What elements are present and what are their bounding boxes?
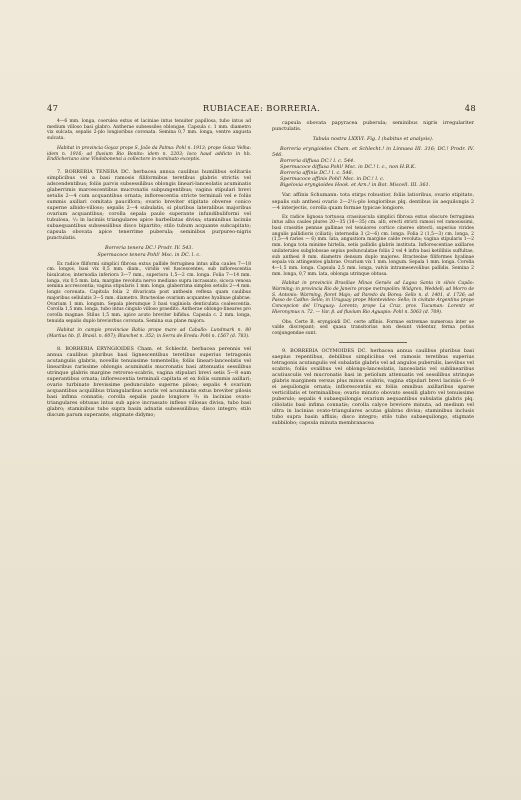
text-paragraph: Ex radice lignosa tortuosa crassiuscula simplici fibrosa extus obscure ferruginea intus alba caules plures 20—35 (18—35) cm. alti, erecti stricti ramosi vel ramosissimi, basi crassitie pennae gallinae vel tenuiores cortice cinereo obtecti, superius virides angulis pallidioris (ciliati); internodia 3 (2—6) cm. longa. Folia 2 (1,5—3) cm. longa, 2 (1,5—4 raries — 6) mm. lata, angustiora margine calde revoluta; vagina stipularis 1—2 mm. longa tota minime hirtella, setis pallidis glabris instituta. Inflorescentiae axillares unilaterales subglobosae sepius pedunculatae foliis 2 vel 4 infra basi ketilibiis suffultae, sub anthesi 8 mm. diametro densum duplo majores. Bracteolae filiformes hyalinae sepala vix attingentes glabrae. Ovarium vix 1 mm. longum. Sepala 1 mm. longa. Corolla 4—1,5 mm. longa. Capsula 2,5 mm. longa, valvis intramesevolibus pallidis. Semina 2 mm. longa, 0,7 mm. lata, oblonga utrinque obtusa. xyxy=(272,214,474,277)
running-title: RUBIACEAE: BORRERIA. xyxy=(202,103,321,113)
text-paragraph: Spermacoce affinis Pohl! Msc. in DC.! l. c. xyxy=(280,176,385,183)
text-paragraph: Bigelovia eryngioides Hook. et Arn.! in Bot. Miscell. III. 361. xyxy=(280,182,431,189)
text-paragraph: Tabula nostra LXXVI. Fig. I (habitus et analysis). xyxy=(312,136,434,143)
text-paragraph: Obs. Certe B. eryngioidi DC. certe affinis. Formae extremae numerosa inter se valde discrepant; sed quasa transitorias non desunt videntur, ferma potius conjungendae sunt. xyxy=(272,319,474,336)
text-paragraph: Borreria eryngioides Cham. et Schlecht.! in Linnaea III. 316; DC.! Prodr. IV. 546. xyxy=(272,146,474,159)
page-number-left: 47 xyxy=(47,103,59,113)
text-paragraph: capsula obovata papyracea puberula; seminibus nigris irregulariter punctulatis. xyxy=(272,120,474,133)
text-paragraph: Spermacoce tenera Pohl! Msc. in DC. l. c. xyxy=(97,251,201,258)
text-paragraph: Habitat in provinciis Brasiliae Minas Geraës ad Lagoa Santa in silvis Capão: Warming; in provincia Rio de Janeiro prope metropolim: Widgren, Weddell; ad Morro de S. Antonio: Warming, floret Majo; ad Paredo da Borea: Sello n. d. 1401, d. 1726; ad Passo de Cadhe: Sello; in Uruguay prope Montevideo: Sello; in civitate Argentina prope Concepcion del Uruguay: Lorentz; prope La Cruz, prov. Tucuman: Lorentz et Hieronymus n. 72. — Var. β. ad fluvium Rio Aguapio: Pohl n. 5063 (d. 709). xyxy=(272,281,474,315)
section-rule xyxy=(339,342,407,343)
text-paragraph: 8. BORRERIA ERYNGIOIDES Cham. et Schlecht. herbacea perennis vel annua caulibus pluribus basi lignescentibus teretibus superius tetragonis acutangulis glabris, novellis tenuissime tomentellis; foliis lineari-lanceolatis vel linearibus rarissime oblongis acuminatis mucronatis basi attenuatis sessilibus utrinque glabris margine retrorso-scabris, vagina stipulari brevi setis 5—8 eam superantibus ornata; inflorescentia terminali capitata et ex foliis summis axillari; ovario turbinato brevissime pedunculato superne piloso; sepalis 4 ovarium acquantibus acquilibus triangularibus acutis vel acuminatis extus breviter pilosis basi infima connatis; corolla sepalis paulo longiore ²/₃ in lacinias ovato-triangulares obtusas intus sub apice incrassato inflexo villosas divisa, tubo basi glabro; staminibus tubo supra basin adnatis subsessilibus; disco integro; stilo discum parum superante, stigmate didymo; xyxy=(47,345,251,419)
text-paragraph: 9. BORRERIA OCYMOIDES DC. herbacea annua caulibus pluribus basi saepius repentibus, debilibus simplicibus vel ramosis teretibus superius tetragonis acutangulis vel subalatis glabris vel ad angulos puberulis, laevibus vel scabris; foliis ovalibus vel oblongo-lanceolatis, lanceolatis vel sublinearibus acutiusculis vel mucronatis basi in petiolum attenuatis vel sessilibus utrinque glabris marginem versus plus minus scabris, vagina stipulari brevi laciniis 6—9 ei aequilongis ornata; inflorescentiis ex foliis omnibus axillaribus sparse verticillatis et terminalibus; ovario minuto obovato sessili glabro vel tenuissime puberulo; sepalis 4 subaequilongis ovarium aequantibus subulatis glabris plq. ciliolatis basi infima connatis; corolla calyce breviore minuta, ad medium vel ultra in lacinias ovato-triangulares acutas glabras divisa; staminibus inclusis tubo supra basin affixis; disco integro; stilo tubo subaequilongo, stigmate subbilobo; capsula minuta membranacea xyxy=(272,347,474,427)
right-text-column xyxy=(272,120,474,426)
text-paragraph: 7. BORRERIA TENERA DC. herbacea annua caulibus humilibus solitariis simplicibus vel a basi ramosis filiformibus teretibus glabris strictis vel adscendentibus; foliis parvis subsessilibus oblongis lineari-lanceolatis acuminatis glaberrimis marcescentibus mucronatis subpungentibus; vagina stipulari brevi setulis 2—4 cum acquantibus ornata; inflorescentia stricte terminali vel e foliis summis axillari comitata pauciflora; ovario breviter stipitato obverse conico superne albido-villoso; sepalis 2—4 subulatis, si pluribus lateralibus majoribus ovarium acquantibus; corolla sepala paulo superante infundibuliformi vel tubulosa, ¹/₂ in laciniis triangulares apice barbellatas divisa; staminibus laciniis subaequantibus subsessilibus disco bipartito; stilo tubum acquante subcapitato; capsula obovata apice tenerrime puberula; seminibus purpureo-nigris punctulatis. xyxy=(47,168,251,242)
left-text-column xyxy=(47,119,251,418)
text-paragraph: Borreria diffusa DC.! l. c. 544. xyxy=(280,158,355,165)
text-paragraph: Habitat in campis provinciae Bahia prope mare ad Caballo: Lundmark n. 80 (Martius hb. fl. Brasil. n. 607); Blanchet n. 352; in Serra de Ereda: Pohl n. 1567 (d. 783). xyxy=(47,328,251,340)
text-paragraph: Ex radice filiformi simplici fibrosa extus pallide ferruginea intus alba caules 7—18 cm. longos, basi vix 0,5 mm. diam., viridis vel fuscescentes, sub inflorescentia bisulcatos; internodia inferiora 3—7 mm., superiora 1,5—2 cm. longa. Folia 7—14 mm. longa, vix 0,5 mm. lata, margine revoluta nervo mediano supra incrassato, sicoca venosa semina accrescentia; vagina stipularis 1 mm. longa, glaberrima simplex setulis 2—4 mm. longis coronata. Capitula folia 2 divaricata post anthesin reflexa quam caulibus majoribus sellulatis 3—5 mm. diametro. Bracteolae ovarium acquantes hyalinae glabrae. Ovarium 1 mm. longum. Sepala plerumque 3 basi vaginiola denticulata coalescentia. Corolla 1,5 mm. longa, tubo intus cingulo villoso praedito. Antherae oblongo-lineares pro corolla magnae. Stilus 1,5 mm. apice acuto breviter bifidus. Capsula c. 2 mm. longa, tenuida sepalis duplo breviorbus coronata. Semina sua plane majora. xyxy=(47,261,251,324)
text-paragraph: Spermacoce diffusa Pohl! Msc. in DC.! l. c., non H.B.K. xyxy=(280,164,416,171)
page-number-right: 48 xyxy=(464,103,476,113)
text-paragraph: Var. affinis Schumann: tota stirps robustior, foliis latioribus, ovario stipitato, sepalis sub anthesi ovario 2—2¹/₂-plo longioribus plq. dentibus iis aequilongis 2—4 interjectis, corolla quam formae typicae longiore. xyxy=(272,192,474,211)
text-paragraph: Borreria affinis DC.! l. c. 546. xyxy=(280,170,354,177)
text-paragraph: 4—6 mm. longa, coerulea extus et laciniae intus tenuiter papillosa, tubo intus ad medium villoso basi glabro. Antherae subsessiles oblongae. Capsula c. 1 mm. diametro vix sulcata, sepalis 2-plo longioribus coronata. Semina 0,7 mm. longa, ventre angusta sulcata. xyxy=(47,119,251,142)
running-header xyxy=(47,103,476,115)
text-paragraph: Habitat in provincia Goyaz prope S. João da Palma: Pohl n. 1913; prope Goiaz Velha: idem n. 1916; ad fluvium Rio Bonito: idem n. 2203; loco haud addicto in hb. Endlicheriano sine Vindobonensi a collectore in-nominato exceptis. xyxy=(47,145,251,163)
text-paragraph: Borreria tenera DC.! Prodr. IV. 543. xyxy=(105,245,193,252)
